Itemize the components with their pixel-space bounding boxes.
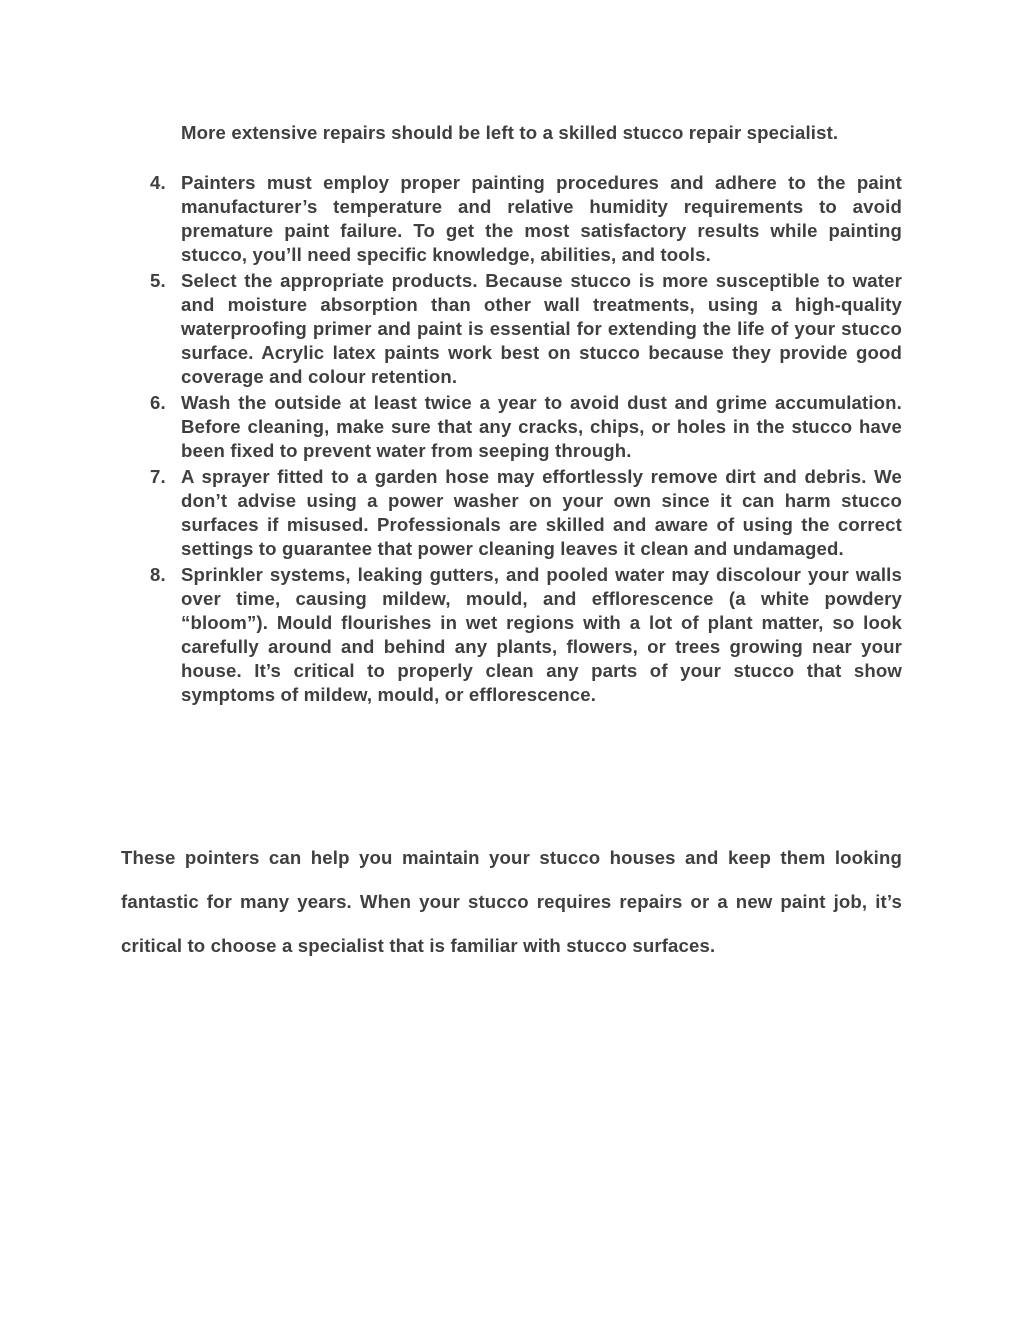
numbered-list bbox=[121, 171, 902, 709]
list-item-number: 5. bbox=[150, 270, 166, 291]
list-item bbox=[121, 391, 902, 463]
list-item bbox=[121, 171, 902, 267]
list-item-text: Sprinkler systems, leaking gutters, and pooled water may discolour your walls over time, causing mildew, mould, and efflorescence (a white powdery “bloom”). Mould flourishes in wet regions with a lot of plant matter, so look carefully around and behind any plants, flowers, or trees growing near your house. It’s critical to properly clean any parts of your stucco that show symptoms of mildew, mould, or efflorescence. bbox=[181, 564, 902, 705]
list-item bbox=[121, 465, 902, 561]
list-item-number: 7. bbox=[150, 466, 166, 487]
list-item-text: Select the appropriate products. Because stucco is more susceptible to water and moisture absorption than other wall treatments, using a high-quality waterproofing primer and paint is essential for extending the life of your stucco surface. Acrylic latex paints work best on stucco because they provide good coverage and colour retention. bbox=[181, 270, 902, 387]
list-item-text: A sprayer fitted to a garden hose may effortlessly remove dirt and debris. We don’t advise using a power washer on your own since it can harm stucco surfaces if misused. Professionals are skilled and aware of using the correct settings to guarantee that power cleaning leaves it clean and undamaged. bbox=[181, 466, 902, 559]
list-item bbox=[121, 269, 902, 389]
list-item-number: 8. bbox=[150, 564, 166, 585]
list-item-number: 4. bbox=[150, 172, 166, 193]
continuation-text: More extensive repairs should be left to a skilled stucco repair specialist. bbox=[181, 122, 839, 143]
list-item bbox=[121, 563, 902, 707]
list-item-number: 6. bbox=[150, 392, 166, 413]
list-item-text: Painters must employ proper painting procedures and adhere to the paint manufacturer’s temperature and relative humidity requirements to avoid premature paint failure. To get the most satisfactory results while painting stucco, you’ll need specific knowledge, abilities, and tools. bbox=[181, 172, 902, 265]
list-item-text: Wash the outside at least twice a year to avoid dust and grime accumulation. Before cleaning, make sure that any cracks, chips, or holes in the stucco have been fixed to prevent water from seeping through. bbox=[181, 392, 902, 461]
closing-paragraph: These pointers can help you maintain your stucco houses and keep them looking fantastic for many years. When your stucco requires repairs or a new paint job, it’s critical to choose a specialist that is familiar with stucco surfaces. bbox=[121, 847, 902, 956]
